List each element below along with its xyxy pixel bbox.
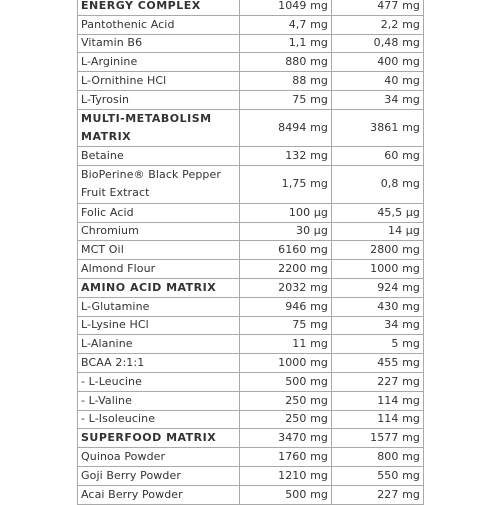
amount-per-100g: 455 mg — [332, 354, 424, 373]
amount-per-serving: 1049 mg — [240, 0, 332, 15]
amount-per-serving: 2200 mg — [240, 260, 332, 279]
ingredient-name: MULTI-METABOLISM MATRIX — [78, 109, 240, 147]
amount-per-serving: 11 mg — [240, 335, 332, 354]
amount-per-100g: 45,5 µg — [332, 203, 424, 222]
amount-per-serving: 1,75 mg — [240, 166, 332, 204]
ingredient-name: L-Alanine — [78, 335, 240, 354]
amount-per-100g: 34 mg — [332, 90, 424, 109]
ingredient-name: MCT Oil — [78, 241, 240, 260]
amount-per-100g: 2800 mg — [332, 241, 424, 260]
ingredient-row — [78, 72, 424, 91]
ingredient-row — [78, 448, 424, 467]
amount-per-100g: 5 mg — [332, 335, 424, 354]
amount-per-serving: 250 mg — [240, 391, 332, 410]
amount-per-serving: 250 mg — [240, 410, 332, 429]
section-header-row — [78, 429, 424, 448]
ingredient-name: Quinoa Powder — [78, 448, 240, 467]
amount-per-serving: 3470 mg — [240, 429, 332, 448]
amount-per-100g: 0,48 mg — [332, 34, 424, 53]
ingredient-row — [78, 241, 424, 260]
amount-per-100g: 114 mg — [332, 410, 424, 429]
ingredient-name: BCAA 2:1:1 — [78, 354, 240, 373]
amount-per-100g: 1577 mg — [332, 429, 424, 448]
amount-per-100g: 14 µg — [332, 222, 424, 241]
ingredient-row — [78, 34, 424, 53]
amount-per-100g: 2,2 mg — [332, 15, 424, 34]
amount-per-serving: 30 µg — [240, 222, 332, 241]
ingredient-name: - L-Isoleucine — [78, 410, 240, 429]
nutrition-table-body — [78, 0, 424, 504]
ingredient-name: L-Arginine — [78, 53, 240, 72]
amount-per-serving: 100 µg — [240, 203, 332, 222]
amount-per-serving: 500 mg — [240, 372, 332, 391]
amount-per-100g: 430 mg — [332, 297, 424, 316]
amount-per-100g: 34 mg — [332, 316, 424, 335]
nutrition-table-frame — [77, 0, 423, 505]
ingredient-row — [78, 372, 424, 391]
ingredient-row — [78, 203, 424, 222]
ingredient-row — [78, 147, 424, 166]
amount-per-serving: 500 mg — [240, 485, 332, 504]
ingredient-name: L-Ornithine HCl — [78, 72, 240, 91]
section-header-row — [78, 109, 424, 147]
amount-per-100g: 800 mg — [332, 448, 424, 467]
ingredient-row — [78, 391, 424, 410]
ingredient-row — [78, 90, 424, 109]
amount-per-serving: 1760 mg — [240, 448, 332, 467]
amount-per-serving: 88 mg — [240, 72, 332, 91]
amount-per-100g: 1000 mg — [332, 260, 424, 279]
amount-per-serving: 946 mg — [240, 297, 332, 316]
amount-per-serving: 1000 mg — [240, 354, 332, 373]
amount-per-serving: 1,1 mg — [240, 34, 332, 53]
ingredient-name: - L-Valine — [78, 391, 240, 410]
ingredient-name: Folic Acid — [78, 203, 240, 222]
ingredient-row — [78, 485, 424, 504]
amount-per-serving: 75 mg — [240, 90, 332, 109]
ingredient-name: BioPerine® Black Pepper Fruit Extract — [78, 166, 240, 204]
ingredient-name: Chromium — [78, 222, 240, 241]
ingredient-name: Pantothenic Acid — [78, 15, 240, 34]
nutrition-table — [77, 0, 424, 505]
ingredient-name: Goji Berry Powder — [78, 466, 240, 485]
amount-per-serving: 4,7 mg — [240, 15, 332, 34]
ingredient-row — [78, 316, 424, 335]
amount-per-serving: 132 mg — [240, 147, 332, 166]
amount-per-100g: 550 mg — [332, 466, 424, 485]
ingredient-name: AMINO ACID MATRIX — [78, 278, 240, 297]
section-header-row — [78, 0, 424, 15]
amount-per-100g: 3861 mg — [332, 109, 424, 147]
amount-per-serving: 6160 mg — [240, 241, 332, 260]
amount-per-100g: 477 mg — [332, 0, 424, 15]
ingredient-name: Vitamin B6 — [78, 34, 240, 53]
ingredient-name: - L-Leucine — [78, 372, 240, 391]
amount-per-100g: 227 mg — [332, 485, 424, 504]
ingredient-name: ENERGY COMPLEX — [78, 0, 240, 15]
ingredient-name: Acai Berry Powder — [78, 485, 240, 504]
amount-per-100g: 40 mg — [332, 72, 424, 91]
amount-per-serving: 1210 mg — [240, 466, 332, 485]
amount-per-100g: 924 mg — [332, 278, 424, 297]
amount-per-100g: 0,8 mg — [332, 166, 424, 204]
amount-per-serving: 75 mg — [240, 316, 332, 335]
ingredient-name: Almond Flour — [78, 260, 240, 279]
ingredient-name: SUPERFOOD MATRIX — [78, 429, 240, 448]
ingredient-row — [78, 222, 424, 241]
ingredient-row — [78, 53, 424, 72]
amount-per-100g: 400 mg — [332, 53, 424, 72]
ingredient-row — [78, 166, 424, 204]
ingredient-name: L-Glutamine — [78, 297, 240, 316]
ingredient-row — [78, 15, 424, 34]
ingredient-row — [78, 260, 424, 279]
amount-per-serving: 2032 mg — [240, 278, 332, 297]
amount-per-100g: 60 mg — [332, 147, 424, 166]
ingredient-name: L-Tyrosin — [78, 90, 240, 109]
amount-per-serving: 880 mg — [240, 53, 332, 72]
amount-per-serving: 8494 mg — [240, 109, 332, 147]
ingredient-row — [78, 335, 424, 354]
ingredient-row — [78, 466, 424, 485]
ingredient-name: L-Lysine HCl — [78, 316, 240, 335]
ingredient-name: Betaine — [78, 147, 240, 166]
amount-per-100g: 227 mg — [332, 372, 424, 391]
section-header-row — [78, 278, 424, 297]
ingredient-row — [78, 297, 424, 316]
amount-per-100g: 114 mg — [332, 391, 424, 410]
ingredient-row — [78, 410, 424, 429]
ingredient-row — [78, 354, 424, 373]
